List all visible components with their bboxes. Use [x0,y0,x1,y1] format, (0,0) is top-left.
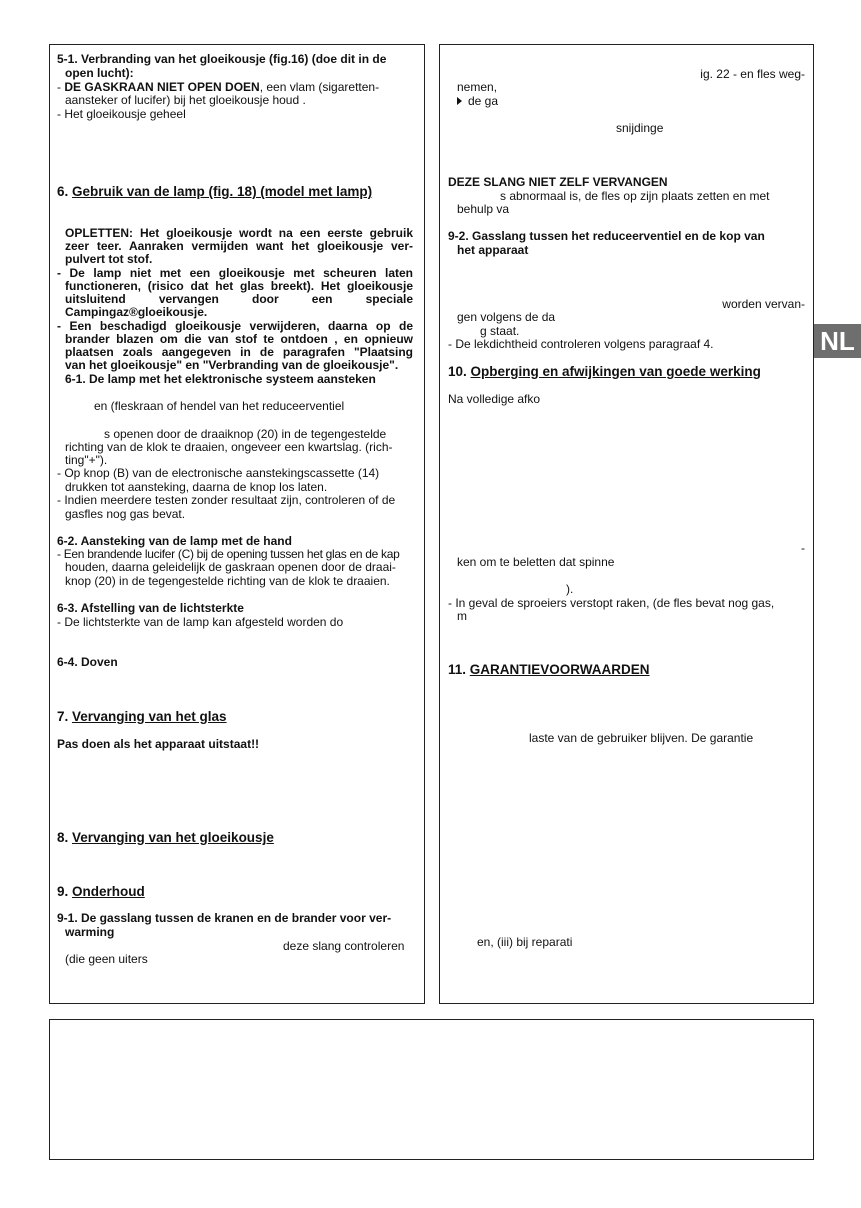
paragraph-line: gen volgens de da [457,310,556,324]
paragraph-line: knop (20) in de tegengestelde richting van de klok te draaien. [65,574,390,588]
section-title: Gebruik van de lamp (fig. 18) (model met lamp) [72,184,373,199]
warning-line: brander blazen om die van stof te ontdoen , en opnieuw [65,332,413,346]
section-6-1-title: 6-1. De lamp met het elektronische systeem aansteken [65,372,376,386]
paragraph-line: - Indien meerdere testen zonder resultaat zijn, controleren of de [57,493,396,507]
paragraph-line: - Het gloeikousje geheel [57,107,186,121]
section-title: Onderhoud [72,884,145,899]
section-number: 7. [57,709,73,724]
notes-box [49,1019,814,1160]
section-title: Vervanging van het glas [72,709,227,724]
paragraph-line: - [801,541,805,555]
section-6-3-title: 6-3. Afstelling van de lichtsterkte [57,601,244,615]
paragraph-line: behulp va [457,202,510,216]
section-number: 6. [57,184,73,199]
paragraph-line: ). [566,582,574,596]
paragraph-line: s openen door de draaiknop (20) in de tegengestelde [104,427,387,441]
paragraph-line: (die geen uiters [65,952,148,966]
paragraph-line: en (fleskraan of hendel van het reduceerventiel [94,399,345,413]
warning-line: OPLETTEN: Het gloeikousje wordt na een eerste gebruik [65,226,413,240]
section-number: 10. [448,364,471,379]
paragraph-line: ting"+"). [65,453,108,467]
section-title: GARANTIEVOORWAARDEN [469,662,650,677]
paragraph-line: - In geval de sproeiers verstopt raken, (de fles bevat nog gas, [448,596,775,610]
section-9-1-title: 9-1. De gasslang tussen de kranen en de brander voor ver- [57,911,392,925]
paragraph-line: m [457,609,467,623]
warning-line: plaatsen zoals aangegeven in de paragrafen "Plaatsing [65,345,413,359]
paragraph-line: nemen, [457,80,498,94]
section-11-heading [448,663,650,677]
warning-line: Campingaz®gloeikousje. [65,305,208,319]
warning-line: pulvert tot stof. [65,252,153,266]
section-5-1-title: 5-1. Verbranding van het gloeikousje (fig.16) (doe dit in de [57,52,387,66]
paragraph-line: richting van de klok te draaien, ongeveer een kwartslag. (rich- [65,440,393,454]
paragraph-line: Na volledige afko [448,392,541,406]
paragraph-text: , een vlam (sigaretten- [259,80,380,94]
paragraph-line: en, (iii) bij reparati [477,935,573,949]
warning-line: zeer teer. Aanraken vermijden want het gloeikousje ver- [65,239,413,253]
section-9-2-title-cont: het apparaat [457,243,529,257]
paragraph-line: Pas doen als het apparaat uitstaat!! [57,737,260,751]
paragraph-line: ken om te beletten dat spinne [457,555,615,569]
section-8-heading [57,831,274,845]
paragraph-line: - De lichtsterkte van de lamp kan afgesteld worden do [57,615,344,629]
paragraph-line: - De lekdichtheid controleren volgens paragraaf 4. [448,337,714,351]
section-number: 11. [448,662,470,677]
warning-line: uitsluitend vervangen door een speciale [65,292,413,306]
section-10-heading [448,365,761,379]
paragraph-line: laste van de gebruiker blijven. De garantie [529,731,754,745]
paragraph-line: houden, daarna geleidelijk de gaskraan openen door de draai- [65,560,396,574]
warning-line: - De lamp niet met een gloeikousje met scheuren laten [57,266,413,280]
paragraph-line: aansteker of lucifer) bij het gloeikousje houd . [65,93,306,107]
section-6-4-title: 6-4. Doven [57,655,118,669]
paragraph-line: - Op knop (B) van de electronische aanstekingscassette (14) [57,466,380,480]
bullet-prefix: - [57,80,65,94]
section-9-heading [57,885,145,899]
section-6-heading [57,185,372,199]
section-9-1-title-cont: warming [65,925,115,939]
language-tab: NL [814,324,861,358]
paragraph-line: gasfles nog gas bevat. [65,507,186,521]
section-title: Opberging en afwijkingen van goede werking [470,364,761,379]
section-5-1-title-cont: open lucht): [65,66,134,80]
paragraph-line: deze slang controleren [283,939,405,953]
section-7-heading [57,710,227,724]
paragraph-line: snijdinge [616,121,664,135]
warning-heading: DEZE SLANG NIET ZELF VERVANGEN [448,175,668,189]
paragraph-line [457,95,498,109]
section-9-2-title: 9-2. Gasslang tussen het reduceerventiel en de kop van [448,229,765,243]
paragraph-line: drukken tot aansteking, daarna de knop los laten. [65,480,328,494]
paragraph-line: s abnormaal is, de fles op zijn plaats zetten en met [500,189,770,203]
left-column [49,44,425,1004]
triangle-bullet-icon [457,97,462,105]
section-number: 9. [57,884,73,899]
section-number: 8. [57,830,73,845]
warning-line: - Een beschadigd gloeikousje verwijderen, daarna op de [57,319,413,333]
warning-line: functioneren, (risico dat het glas breekt). Het gloeikousje [65,279,413,293]
paragraph-text: de ga [468,94,499,108]
section-title: Vervanging van het gloeikousje [72,830,274,845]
warning-line: van het gloeikousje" en "Verbranding van de gloeikousje". [65,358,399,372]
paragraph-line: worden vervan- [722,297,805,311]
section-6-2-title: 6-2. Aansteking van de lamp met de hand [57,534,292,548]
paragraph-line: ig. 22 - en fles weg- [700,67,805,81]
paragraph-line: - Een brandende lucifer (C) bij de opening tussen het glas en de kap [57,547,400,561]
emphasis-text: DE GASKRAAN NIET OPEN DOEN [64,80,260,94]
right-column [439,44,814,1004]
paragraph-line: g staat. [480,324,520,338]
